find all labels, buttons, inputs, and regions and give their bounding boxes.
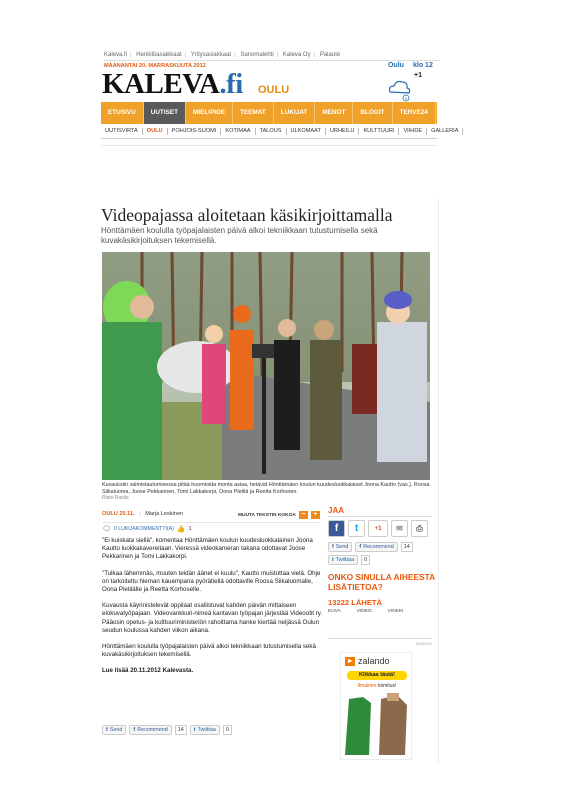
subnav-item-active[interactable]: OULU xyxy=(143,128,168,135)
facebook-icon: f xyxy=(106,726,108,733)
facebook-icon: f xyxy=(133,726,136,733)
nav-item[interactable]: LUKIJAT xyxy=(274,102,316,124)
photo-illustration xyxy=(102,252,430,480)
nav-item[interactable]: MIELIPIDE xyxy=(186,102,233,124)
photo-caption: Kuvauksiin valmistautumisessa pitää huomioida monta asiaa, tietävät Hönttämäen koulun kuudesluokkalaiset Joona Kautto (vas.), Roosa Siikaluoma, Joose Pekkarinen, Tomi Lakkakorpi, Oona Pietilä ja Reetta Korhonen. xyxy=(102,482,430,495)
column-divider xyxy=(438,198,439,764)
tweet-button[interactable]: t Twiittaa xyxy=(190,725,220,735)
font-increase-button[interactable]: + xyxy=(311,511,320,519)
nav-item[interactable]: ETUSIVU xyxy=(101,102,144,124)
top-links: Kaleva.fi | Henkilöasiakkaat | Yritysasiakkaat | Sanomalehti | Kaleva Oy | Palaute xyxy=(104,52,341,58)
top-link[interactable]: Kaleva Oy xyxy=(282,52,311,58)
cloud-icon xyxy=(384,72,414,102)
facebook-icon: f xyxy=(332,544,334,550)
tip-tabs xyxy=(328,609,403,614)
paragraph: "Ei kuiskata siellä", komentaa Hönttämäen koulun kuudesluokkalainen Joona Kautto luokkakavereitaan. Vieressä videokameran takana odottavat Joose Pekkarinen ja Tomi Lakkakorpi. xyxy=(102,537,313,561)
nav-item-active[interactable]: UUTISET xyxy=(144,102,186,124)
ad-shipping: Ilmainen toimitus! xyxy=(357,683,397,689)
twitter-icon[interactable]: t xyxy=(348,520,365,537)
fb-recommend-button[interactable]: f Recommend xyxy=(355,542,397,552)
article-body xyxy=(102,537,324,684)
tip-tab[interactable]: VIDEO xyxy=(356,609,372,614)
share-heading: JAA xyxy=(328,506,345,515)
fb-recommend-button[interactable]: f Recommend xyxy=(129,725,171,735)
subnav-item[interactable]: POHJOIS-SUOMI xyxy=(168,128,222,135)
tip-heading: ONKO SINULLA AIHEESTA LISÄTIETOA? xyxy=(328,572,435,592)
tweet-button[interactable]: t Twiittaa xyxy=(328,555,358,565)
twitter-icon: t xyxy=(193,726,196,733)
font-size-label: MUUTA TEKSTIN KOKOA xyxy=(238,512,296,518)
top-link[interactable]: Kaleva.fi xyxy=(104,52,128,58)
divider xyxy=(328,516,432,517)
main-nav xyxy=(101,102,437,124)
divider xyxy=(328,638,432,639)
subnav-item[interactable]: TALOUS xyxy=(256,128,287,135)
author[interactable]: Marja Leskinen xyxy=(145,511,184,517)
google-plus-icon[interactable]: +1 xyxy=(368,520,388,537)
nav-item[interactable]: BLOGIT xyxy=(353,102,392,124)
weather-widget[interactable] xyxy=(384,62,444,102)
font-decrease-button[interactable]: − xyxy=(299,511,308,519)
sidebar-tweet xyxy=(328,555,370,565)
article-date: OULU 20.11. xyxy=(102,511,135,517)
site-logo[interactable]: KALEVA.fi xyxy=(102,68,243,100)
print-icon[interactable]: ⎙ xyxy=(411,520,428,537)
comments-row xyxy=(102,525,191,533)
tip-tab[interactable]: VINKKI xyxy=(387,609,404,614)
article-photo[interactable] xyxy=(102,252,430,480)
divider xyxy=(104,60,440,61)
top-link[interactable]: Yritysasiakkaat xyxy=(190,52,232,58)
play-icon xyxy=(345,657,355,666)
divider xyxy=(101,145,437,146)
paragraph: Hönttämäen koululla työpajalaisten päivä alkoi tekniikkaan tutustumisella sekä kuvakäsikirjoituksen tekemisellä. xyxy=(102,643,316,659)
top-link[interactable]: Palaute xyxy=(319,52,341,58)
share-icons xyxy=(328,520,428,537)
paragraph: "Tulkaa lähemmäs, muuten teidän äänet ei kuulu", Kautto muistuttaa vielä. Ohje on tarkoitettu hieman kauempana pyörätiellä odottaville Roosa Siikaluomalle, Oona Pietilälle ja Reetta Korhoselle. xyxy=(102,569,321,594)
comment-icon: 🗨 xyxy=(102,526,111,533)
header-date: MAANANTAI 20. MARRASKUUTA 2012 xyxy=(104,63,206,69)
tweet-count: 0 xyxy=(223,725,232,735)
ad-label: MAINOS xyxy=(416,641,432,646)
article-lead: Hönttämäen koululla työpajalaisten päivä alkoi tekniikkaan tutustumisella sekä kuvakäsikirjoituksen tekemisellä. xyxy=(101,226,378,245)
nav-item[interactable]: MENOT xyxy=(315,102,353,124)
subnav-item[interactable]: GALLERIA xyxy=(427,128,463,135)
sub-nav xyxy=(101,124,459,139)
tip-send[interactable]: 13222 LÄHETÄ xyxy=(328,598,383,607)
twitter-icon: t xyxy=(332,557,334,563)
tweet-count: 0 xyxy=(361,555,370,565)
subnav-item[interactable]: VIIHDE xyxy=(399,128,427,135)
tip-tab[interactable]: KUVA xyxy=(328,609,341,614)
comments-link[interactable]: 0 LUKIJAKOMMENTTI(A) xyxy=(113,526,174,532)
read-more: Lue lisää 20.11.2012 Kalevasta. xyxy=(102,667,194,675)
zalando-ad[interactable] xyxy=(340,652,412,760)
like-count: 1 xyxy=(188,526,192,532)
sidebar-fb-buttons xyxy=(328,542,413,552)
divider xyxy=(102,522,320,523)
subnav-item[interactable]: URHEILU xyxy=(326,128,360,135)
weather-time: klo 12 xyxy=(413,62,433,69)
weather-temp: +1 xyxy=(414,72,422,79)
article-title: Videopajassa aloitetaan käsikirjoittamalla xyxy=(101,205,393,225)
nav-item[interactable]: TERVE24 xyxy=(393,102,436,124)
facebook-icon[interactable]: f xyxy=(328,520,345,537)
recommend-count: 14 xyxy=(401,542,413,552)
recommend-count: 14 xyxy=(175,725,187,735)
ad-brand: zalando xyxy=(345,655,409,667)
subnav-item[interactable]: KOTIMAA xyxy=(221,128,255,135)
paragraph: Kuvausta käynnistelevät oppilaat osallistuvat kahden päivän mittaiseen elokuvatyöpajaan. Videovankkuri-nimeä kantavan työpajan järjestää Videootit ry. Pääosin opetus- ja kulttuuriministeriön rahoittama hanke kiertää neljässä Oulun seudun koulussa kahden viikon aikana. xyxy=(102,602,323,634)
subnav-item[interactable]: ULKOMAAT xyxy=(287,128,326,135)
top-link[interactable]: Sanomalehti xyxy=(240,52,274,58)
share-bar-bottom xyxy=(102,724,232,735)
email-icon[interactable]: ✉ xyxy=(391,520,408,537)
photo-credit: Risto Rasila xyxy=(102,495,129,501)
logo-city: OULU xyxy=(258,84,290,96)
ad-click-button[interactable]: Klikkaa tästä! xyxy=(347,671,407,680)
subnav-item[interactable]: UUTISVIRTA xyxy=(101,128,143,135)
weather-city: Oulu xyxy=(388,62,404,69)
subnav-item[interactable]: KULTTUURI xyxy=(359,128,399,135)
like-icon: 👍 xyxy=(176,526,186,533)
fb-send-button[interactable]: f Send xyxy=(328,542,352,552)
fb-send-button[interactable]: f Send xyxy=(102,725,126,735)
nav-item[interactable]: TEEMAT xyxy=(233,102,274,124)
ad-product-image xyxy=(341,693,413,761)
font-size-control xyxy=(238,511,320,519)
svg-text:3: 3 xyxy=(404,96,408,101)
facebook-icon: f xyxy=(359,544,362,550)
top-link[interactable]: Henkilöasiakkaat xyxy=(136,52,182,58)
byline: OULU 20.11. | Marja Leskinen xyxy=(102,511,184,517)
